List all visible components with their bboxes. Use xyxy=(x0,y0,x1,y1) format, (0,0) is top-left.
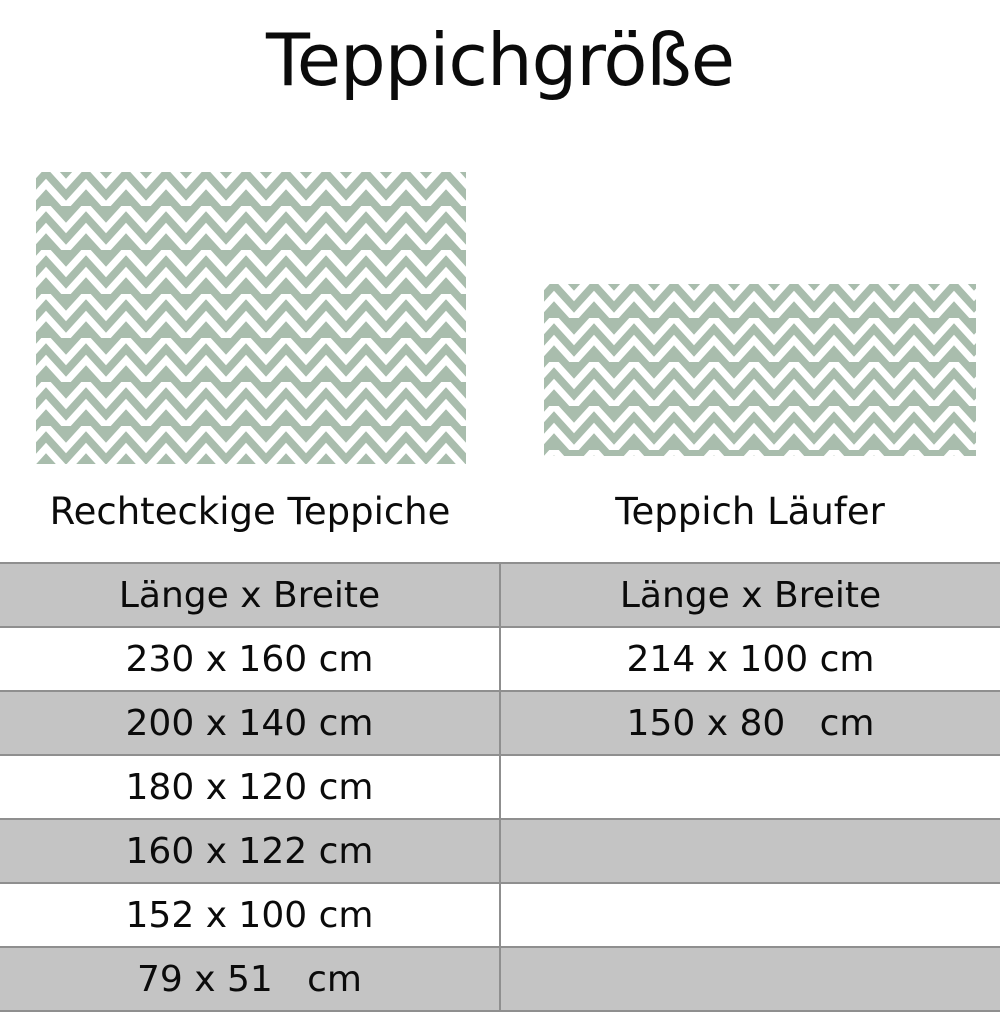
table-row xyxy=(0,883,1000,947)
size-cell-rectangular: 200 x 140 cm xyxy=(0,691,500,755)
chevron-pattern-icon xyxy=(36,172,466,464)
size-cell-runner xyxy=(500,947,1000,1011)
runner-rug-swatch xyxy=(544,284,976,456)
size-cell-runner: 214 x 100 cm xyxy=(500,627,1000,691)
size-cell-runner: 150 x 80 cm xyxy=(500,691,1000,755)
size-cell-runner xyxy=(500,755,1000,819)
size-cell-rectangular: 230 x 160 cm xyxy=(0,627,500,691)
table-row xyxy=(0,819,1000,883)
header-cell-rectangular: Länge x Breite xyxy=(0,563,500,627)
size-cell-runner xyxy=(500,883,1000,947)
size-cell-rectangular: 152 x 100 cm xyxy=(0,883,500,947)
size-cell-rectangular: 160 x 122 cm xyxy=(0,819,500,883)
table-row xyxy=(0,627,1000,691)
chevron-pattern-icon xyxy=(544,284,976,456)
size-cell-rectangular: 79 x 51 cm xyxy=(0,947,500,1011)
runner-rug-caption: Teppich Läufer xyxy=(615,490,885,533)
table-header-row xyxy=(0,563,1000,627)
rectangular-rug-caption: Rechteckige Teppiche xyxy=(49,490,451,533)
size-cell-runner xyxy=(500,819,1000,883)
size-cell-rectangular: 180 x 120 cm xyxy=(0,755,500,819)
header-cell-runner: Länge x Breite xyxy=(500,563,1000,627)
table-row xyxy=(0,947,1000,1011)
page-title: Teppichgröße xyxy=(265,18,735,102)
size-table xyxy=(0,562,1000,1012)
rectangular-rug-swatch xyxy=(36,172,466,464)
table-row xyxy=(0,755,1000,819)
table-row xyxy=(0,691,1000,755)
